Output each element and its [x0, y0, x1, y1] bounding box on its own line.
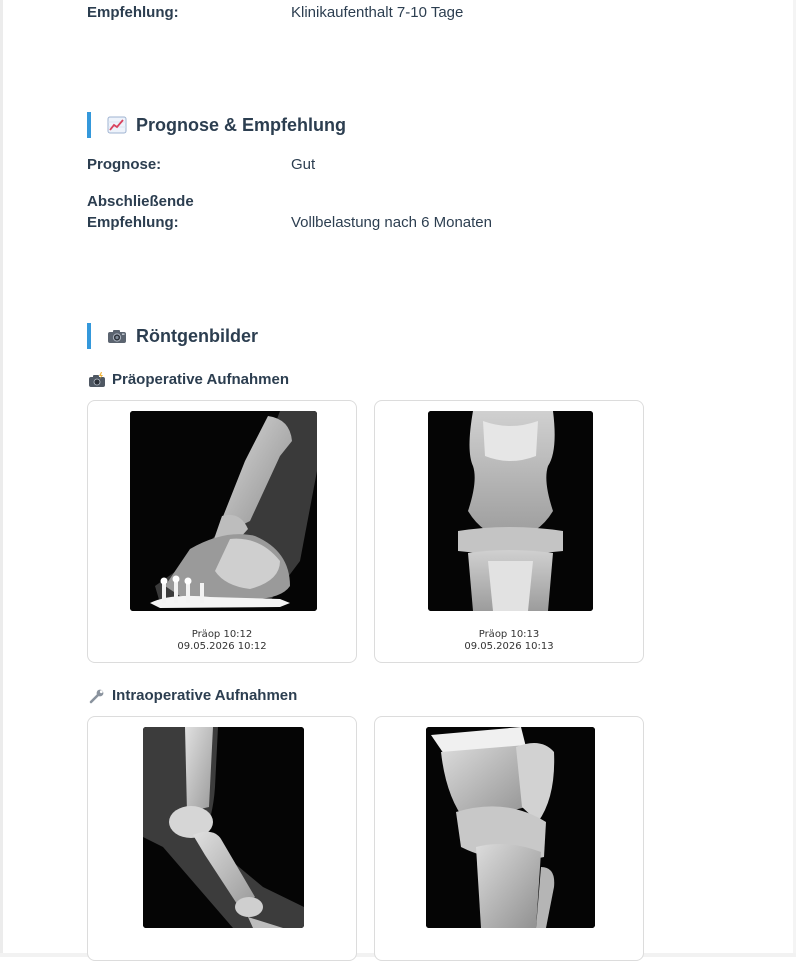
recommendation-value: Klinikaufenthalt 7-10 Tage [291, 4, 464, 21]
xray-image-preop-1[interactable] [130, 411, 317, 611]
prognosis-section-title-text: Prognose & Empfehlung [136, 114, 347, 135]
xray-section-title [87, 323, 258, 349]
xray-card-preop-1[interactable] [87, 400, 357, 663]
xray-name-preop-1: Präop 10:12 [191, 629, 253, 640]
chart-increasing-icon [107, 116, 127, 134]
xray-caption-preop-1 [88, 629, 356, 653]
prognosis-value: Gut [291, 156, 316, 173]
xray-card-intraop-1[interactable] [87, 716, 357, 961]
camera-icon [107, 327, 127, 345]
section-accent-bar [87, 323, 91, 349]
camera-flash-icon [88, 372, 106, 388]
xray-date-preop-1: 09.05.2026 10:12 [177, 641, 267, 652]
final-recommendation-row [87, 191, 687, 233]
recommendation-label: Empfehlung: [87, 4, 179, 21]
xray-image-intraop-1[interactable] [143, 727, 304, 928]
wrench-icon [88, 688, 106, 704]
xray-card-preop-2[interactable] [374, 400, 644, 663]
final-recommendation-label-line1: Abschließende [87, 193, 194, 210]
intraop-subtitle [88, 687, 297, 704]
xray-caption-preop-2 [375, 629, 643, 653]
xray-section-title-text: Röntgenbilder [136, 325, 258, 346]
page-left-border [0, 0, 3, 957]
prognosis-section-title [87, 112, 346, 138]
final-recommendation-label-line2: Empfehlung: [87, 214, 179, 231]
prognosis-row [87, 154, 687, 175]
preop-subtitle [88, 371, 289, 388]
xray-image-preop-2[interactable] [428, 411, 593, 611]
xray-name-preop-2: Präop 10:13 [478, 629, 540, 640]
prognosis-label: Prognose: [87, 156, 162, 173]
preop-subtitle-text: Präoperative Aufnahmen [112, 371, 289, 388]
recommendation-row [87, 2, 687, 23]
final-recommendation-value: Vollbelastung nach 6 Monaten [291, 214, 492, 231]
section-accent-bar [87, 112, 91, 138]
xray-date-preop-2: 09.05.2026 10:13 [464, 641, 554, 652]
xray-card-intraop-2[interactable] [374, 716, 644, 961]
intraop-subtitle-text: Intraoperative Aufnahmen [112, 687, 298, 704]
xray-image-intraop-2[interactable] [426, 727, 595, 928]
final-recommendation-label [87, 191, 291, 233]
